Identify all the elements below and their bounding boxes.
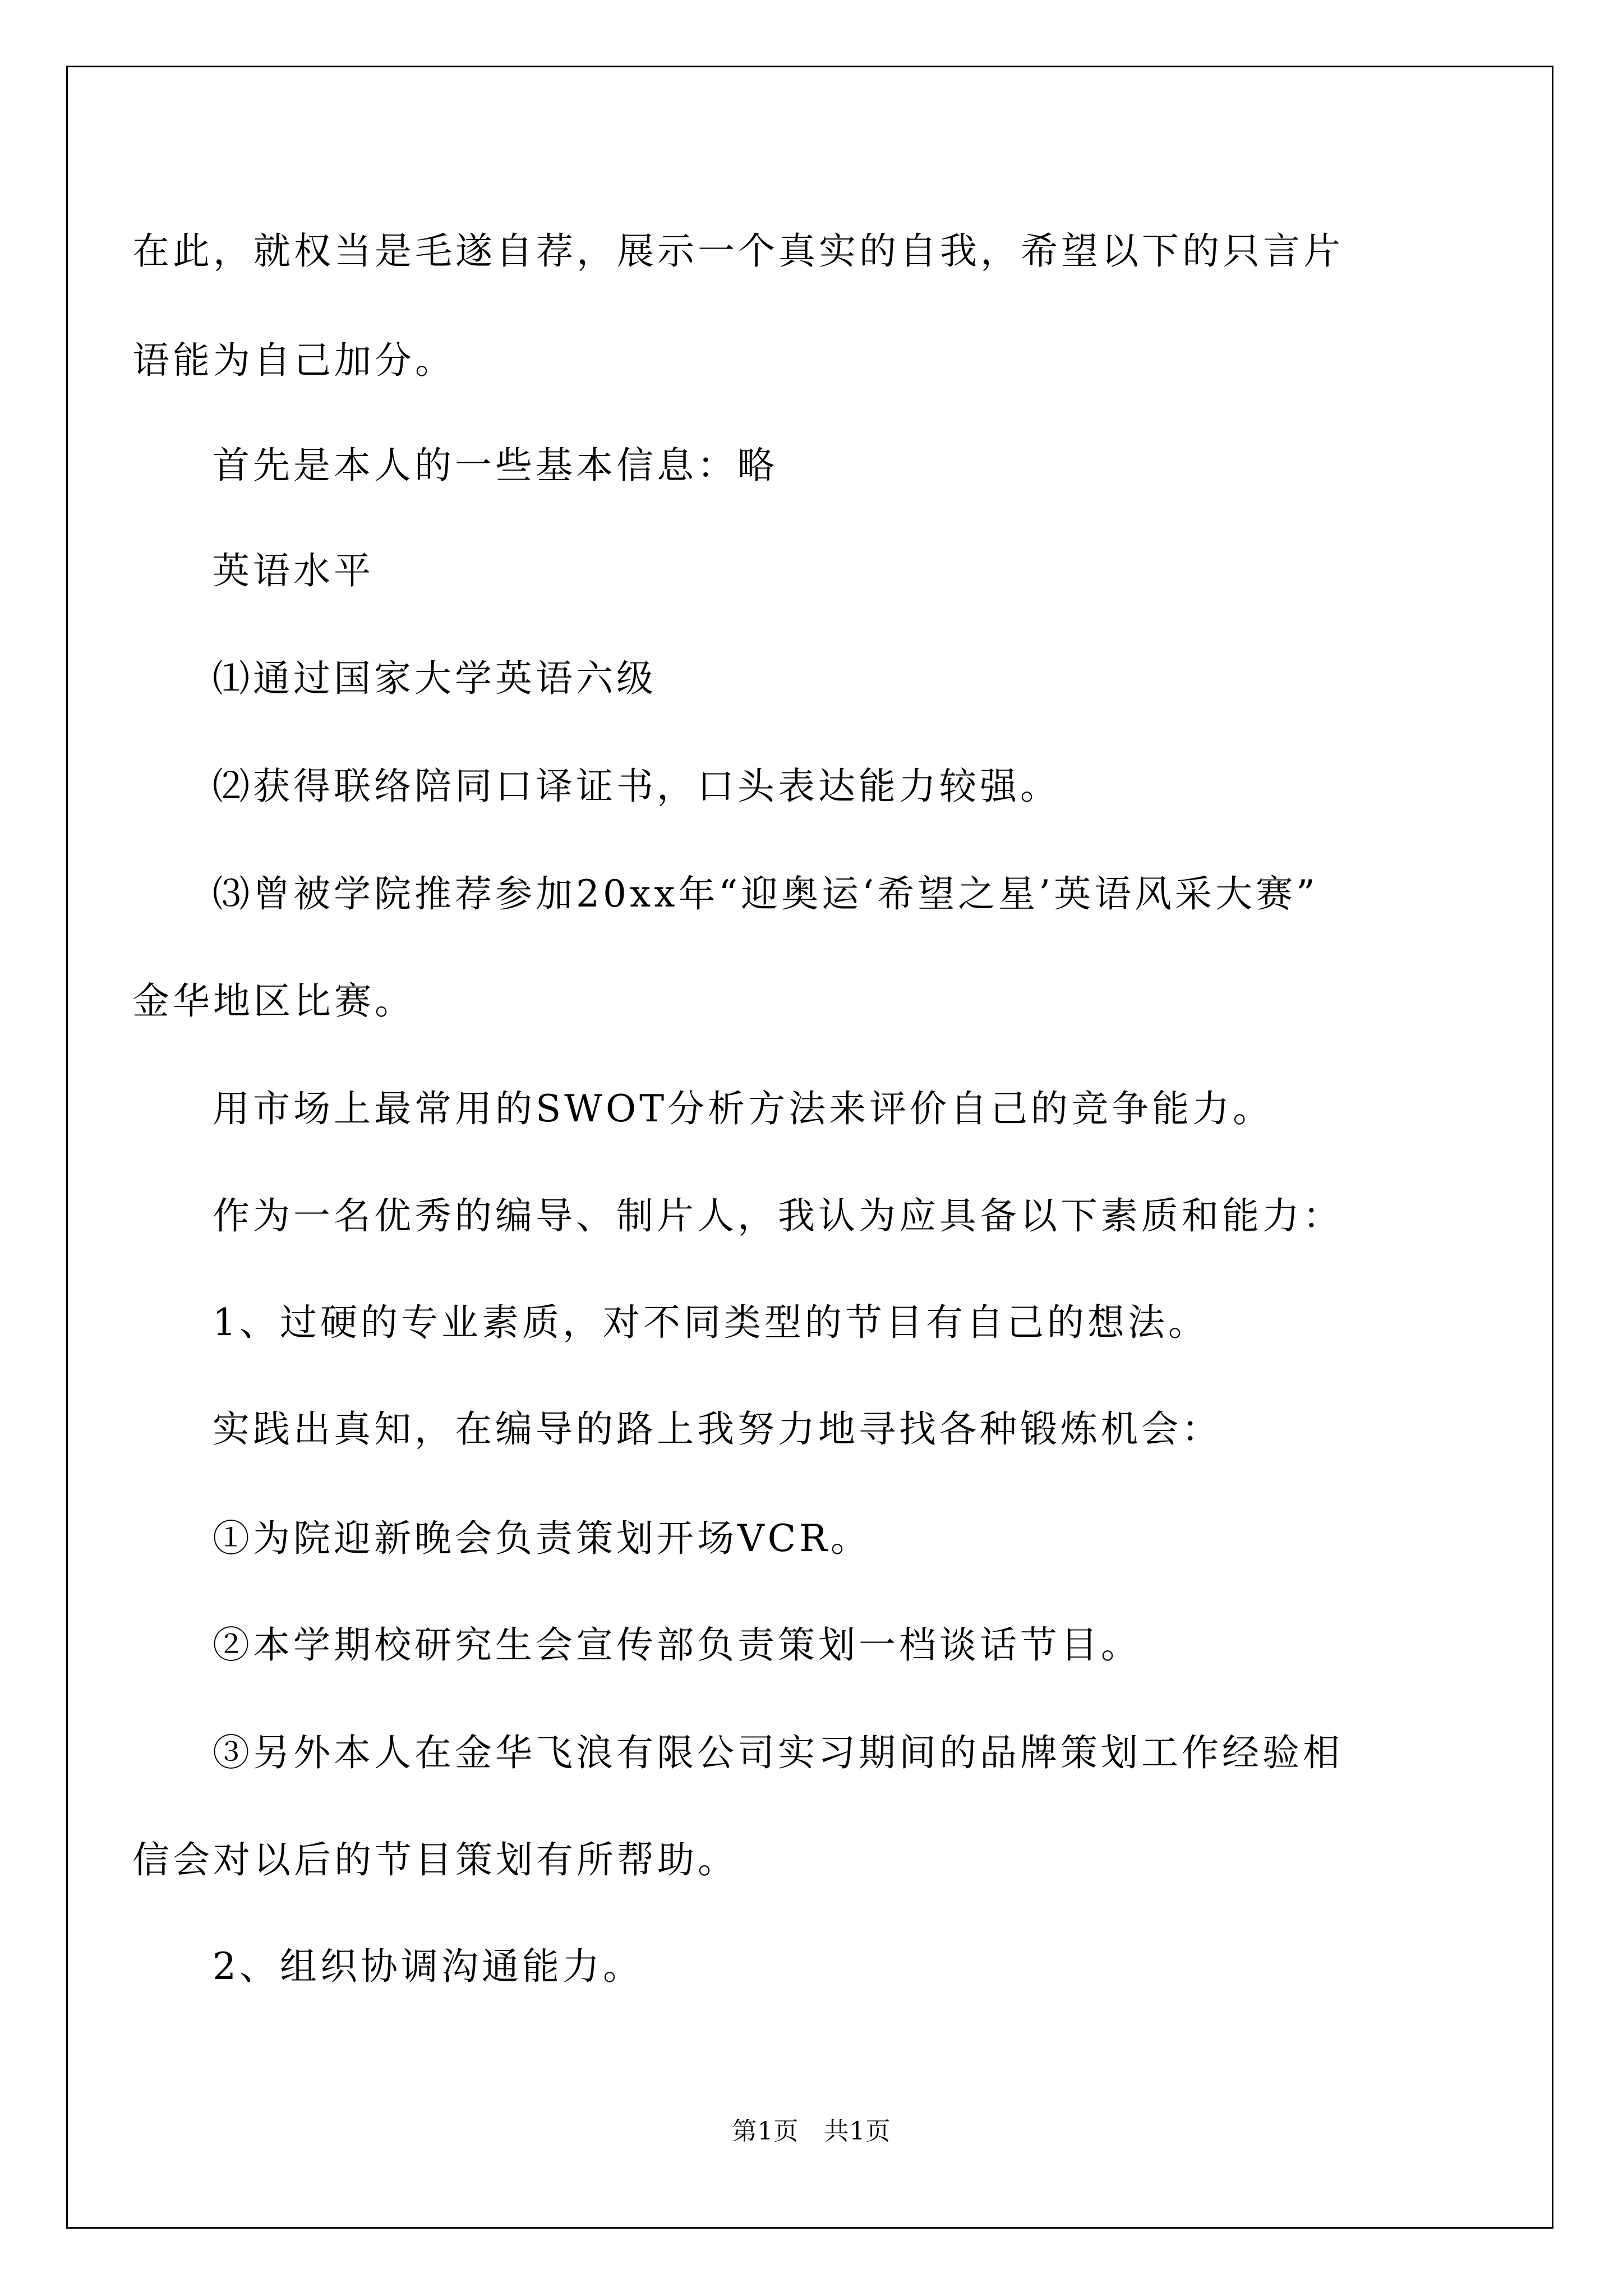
- paragraph-9: 1、过硬的专业素质，对不同类型的节目有自己的想法。: [213, 1301, 1209, 1344]
- paragraph-1-line-2: 语能为自己加分。: [132, 339, 455, 382]
- page-number-footer: 第1页 共1页: [732, 2117, 891, 2146]
- paragraph-8: 作为一名优秀的编导、制片人，我认为应具备以下素质和能力：: [213, 1194, 1343, 1237]
- paragraph-13-line-2: 信会对以后的节目策划有所帮助。: [132, 1838, 738, 1881]
- paragraph-6-line-2: 金华地区比赛。: [132, 979, 415, 1023]
- paragraph-7: 用市场上最常用的SWOT分析方法来评价自己的竞争能力。: [213, 1087, 1274, 1130]
- paragraph-4: ⑴通过国家大学英语六级: [213, 657, 657, 700]
- paragraph-5: ⑵获得联络陪同口译证书，口头表达能力较强。: [213, 765, 1061, 808]
- paragraph-11: ①为院迎新晚会负责策划开场VCR。: [213, 1517, 871, 1560]
- paragraph-12: ②本学期校研究生会宣传部负责策划一档谈话节目。: [213, 1623, 1141, 1667]
- page-border: [66, 66, 1553, 2229]
- paragraph-13-line-1: ③另外本人在金华飞浪有限公司实习期间的品牌策划工作经验相: [213, 1731, 1343, 1774]
- paragraph-3: 英语水平: [213, 549, 374, 592]
- paragraph-10: 实践出真知，在编导的路上我努力地寻找各种锻炼机会：: [213, 1407, 1222, 1451]
- paragraph-2: 首先是本人的一些基本信息：略: [213, 444, 778, 487]
- paragraph-6-line-1: ⑶曾被学院推荐参加20xx年“迎奥运‘希望之星’英语风采大赛”: [213, 872, 1318, 915]
- paragraph-1-line-1: 在此，就权当是毛遂自荐，展示一个真实的自我，希望以下的只言片: [132, 229, 1344, 273]
- paragraph-14: 2、组织协调沟通能力。: [213, 1945, 643, 1988]
